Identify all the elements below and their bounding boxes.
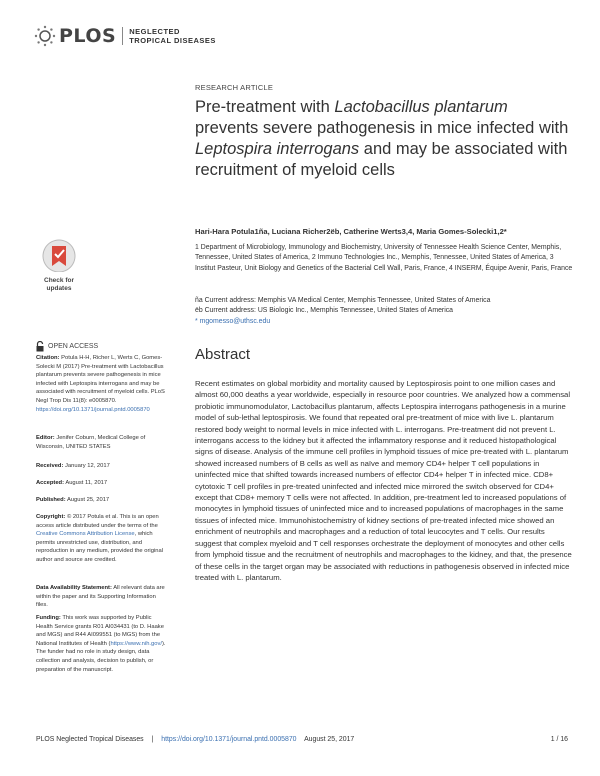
received-block — [36, 462, 166, 471]
affiliations: 1 Department of Microbiology, Immunology and Biochemistry, University of Tennessee Health Science Center, Memphis, Tennessee, United States of America, 2 Immuno Technologies Inc., Memphis, Tennessee, United States of America, 3 Institut Pasteur, Unit Biology and Genetics of the Bacterial Cell Wall, Paris, France, 4 INSERM, Équipe Avenir, Paris, France — [195, 244, 573, 272]
received-label: Received: — [36, 463, 64, 469]
accepted-block — [36, 479, 166, 488]
abstract-heading: Abstract — [195, 346, 251, 363]
data-availability-label: Data Availability Statement: — [36, 585, 112, 591]
current-address-b: ëb Current address: US Biologic Inc., Memphis Tennessee, United States of America — [195, 307, 454, 315]
citation-doi-link[interactable]: https://doi.org/10.1371/journal.pntd.0005870 — [36, 406, 150, 413]
plos-wordmark: PLOS — [59, 25, 117, 47]
plos-sun-icon — [34, 25, 56, 47]
funding-block — [36, 614, 166, 674]
title-part: Pre-treatment with — [195, 98, 335, 116]
bookmark-check-icon — [36, 238, 82, 272]
footer-separator: | — [151, 736, 154, 743]
journal-name-line1: NEGLECTED — [129, 27, 180, 36]
badge-text-line1: Check for — [44, 277, 74, 284]
published-label: Published: — [36, 497, 66, 503]
funding-text-rest: ). The funder had no role in study design, data collection and analysis, decision to publish, or preparation of the manuscript. — [36, 640, 166, 673]
editor-label: Editor: — [36, 435, 55, 441]
title-part-italic: Leptospira interrogans — [195, 140, 360, 158]
editor-block — [36, 434, 166, 451]
citation-block — [36, 354, 166, 414]
footer-doi-link[interactable]: https://doi.org/10.1371/journal.pntd.0005870 — [161, 736, 297, 743]
data-availability-block — [36, 584, 166, 610]
copyright-text-rest: , which permits unrestricted use, distribution, and reproduction in any medium, provided the original author and source are credited. — [36, 531, 163, 563]
funding-text: This work was supported by Public Health Service grants R01 AI034431 (to D. Haake and MGS) and R44 AI099551 (to MGS) from the National Institutes of Health ( — [36, 615, 164, 647]
title-part-italic: Lactobacillus plantarum — [334, 98, 508, 116]
author-list: Hari-Hara Potula1ña, Luciana Richer2ëb, Catherine Werts3,4, Maria Gomes-Solecki1,2* — [195, 227, 507, 236]
license-link[interactable]: Creative Commons Attribution License — [36, 531, 135, 538]
accepted-label: Accepted: — [36, 480, 65, 486]
copyright-block — [36, 513, 166, 565]
open-access-text: OPEN ACCESS — [48, 343, 99, 350]
citation-text: Potula H-H, Richer L, Werts C, Gomes-Solecki M (2017) Pre-treatment with Lactobacillus plantarum prevents severe pathogenesis in mice infected with Leptospira interrogans and may be associated with recruitment of myeloid cells. PLoS Negl Trop Dis 11(8): e0005870. — [36, 355, 165, 404]
badge-text-line2: updates — [46, 284, 72, 292]
article-type: RESEARCH ARTICLE — [195, 83, 274, 92]
published-date: August 25, 2017 — [66, 497, 110, 503]
page-number: 1 / 16 — [550, 736, 568, 743]
check-for-updates-badge[interactable] — [36, 238, 82, 290]
abstract-text: Recent estimates on global morbidity and mortality caused by Leptospirosis point to one million cases and almost 60,000 deaths a year worldwide, especially in resource poor countries. We analyzed how a commensal probiotic immunomodulator, Lactobacillus plantarum, affects Leptospira interrogans pathogenesis in a murine model of sub-lethal leptospirosis. We found that repeated oral pre-treatment of mice with live L. plantarum restored body weight to normal levels in mice infected with L. interrogans. Pre-treatment did not prevent L. interrogans access to the kidney but it affected the inflammatory response and it reduced histopathological signs of disease. Analysis of the immune cell profiles in lymphoid tissues of mice pre-treated with L. plantarum showed increased numbers of B cells as well as naïve and memory CD4+ helper T cell populations in uninfected mice that shifted towards increased numbers of effector CD4+ helper T in infected mice. CD8+ cytotoxic T cell profiles in pre-treated uninfected and infected mice mirrored the switch observed for CD4+ except that CD8+ memory T cells were not affected. In addition, pre-treatment led to increased populations of monocytes in lymphoid tissues of uninfected mice and to increased populations of macrophages in the same tissues of infected mice. Immunohistochemistry of kidney sections of pre-treated infected mice showed an enrichment of neutrophils and macrophages and a reduction of total leucocytes and T cells. Our results suggest that complex myeloid and T cell responses orchestrate the deployment of monocytes and other cells from lymphoid tissue and the recruitment of neutrophils and macrophages to the kidney, and that, the presence of these cells in the target organ may be associated with reductions in pathogenesis observed in infected mice treated with L. plantarum. — [195, 379, 572, 582]
journal-name-line2: TROPICAL DISEASES — [129, 36, 216, 45]
current-addresses — [195, 296, 575, 327]
nih-link[interactable]: https://www.nih.gov/ — [110, 640, 162, 647]
badge-text — [36, 277, 82, 292]
published-block — [36, 496, 166, 505]
article-title — [195, 97, 575, 181]
current-address-a: ña Current address: Memphis VA Medical Center, Memphis Tennessee, United States of America — [195, 297, 491, 304]
journal-name — [122, 27, 216, 45]
footer-journal: PLOS Neglected Tropical Diseases — [36, 736, 144, 743]
accepted-date: August 11, 2017 — [65, 480, 108, 486]
footer-left — [36, 736, 360, 743]
corresponding-email[interactable]: * mgomesso@uthsc.edu — [195, 317, 271, 325]
title-part: and may be associated with recruitment of myeloid cells — [195, 140, 568, 179]
open-access-label — [36, 341, 98, 352]
data-availability-text: All relevant data are within the paper and its Supporting Information files. — [36, 585, 165, 609]
editor-text: Jenifer Coburn, Medical College of Wisconsin, UNITED STATES — [36, 435, 146, 450]
journal-logo[interactable] — [34, 25, 216, 47]
footer-date: August 25, 2017 — [304, 736, 355, 743]
funding-label: Funding: — [36, 615, 61, 621]
open-lock-icon — [36, 341, 44, 352]
citation-label: Citation: — [36, 355, 60, 361]
page-footer — [36, 736, 568, 743]
title-part: prevents severe pathogenesis in mice infected with — [195, 119, 569, 137]
received-date: January 12, 2017 — [65, 463, 110, 469]
copyright-text: © 2017 Potula et al. This is an open access article distributed under the terms of the — [36, 514, 159, 529]
copyright-label: Copyright: — [36, 514, 66, 520]
